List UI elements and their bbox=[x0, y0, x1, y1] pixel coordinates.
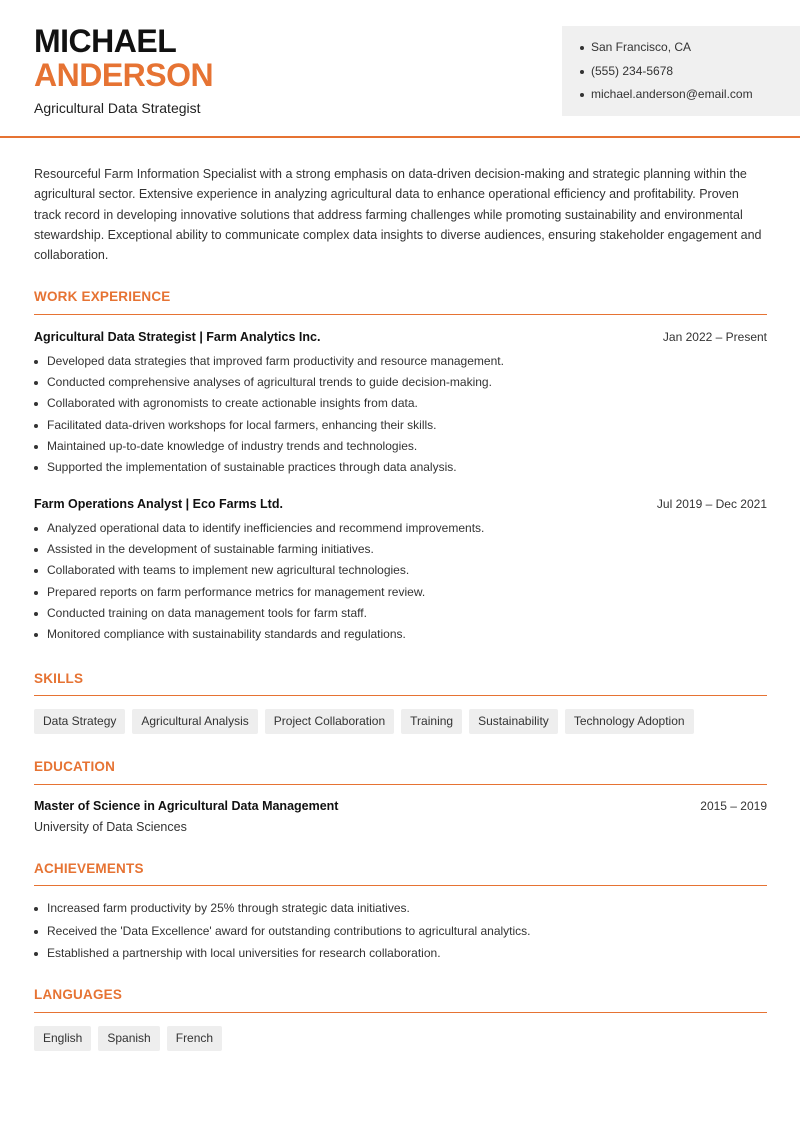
list-item: Prepared reports on farm performance metrics for management review. bbox=[34, 585, 767, 606]
list-item: Maintained up-to-date knowledge of industry trends and technologies. bbox=[34, 439, 767, 460]
education-years: 2015 – 2019 bbox=[700, 799, 767, 813]
list-item: Established a partnership with local universities for research collaboration. bbox=[34, 946, 767, 969]
job-entry bbox=[34, 497, 767, 648]
bullet-icon bbox=[34, 952, 38, 956]
skill-tag: Technology Adoption bbox=[565, 709, 694, 734]
work-experience-heading: WORK EXPERIENCE bbox=[34, 289, 171, 304]
skills-heading: SKILLS bbox=[34, 671, 84, 686]
section-divider bbox=[34, 885, 767, 886]
job-title: Agricultural Data Strategist bbox=[34, 100, 201, 116]
list-item: Developed data strategies that improved farm productivity and resource management. bbox=[34, 354, 767, 375]
education-entry bbox=[34, 799, 767, 813]
list-item: Increased farm productivity by 25% through strategic data initiatives. bbox=[34, 901, 767, 924]
bullet-icon bbox=[34, 930, 38, 934]
location-text: San Francisco, CA bbox=[591, 40, 692, 54]
bullet-icon bbox=[34, 907, 38, 911]
bullet-icon bbox=[34, 612, 38, 616]
bullet-icon bbox=[34, 466, 38, 470]
job-dates: Jul 2019 – Dec 2021 bbox=[656, 497, 767, 511]
languages-list bbox=[34, 1026, 222, 1051]
list-item: Facilitated data-driven workshops for local farmers, enhancing their skills. bbox=[34, 418, 767, 439]
bullet-icon bbox=[580, 70, 584, 74]
bullet-icon bbox=[34, 591, 38, 595]
list-item: Supported the implementation of sustainable practices through data analysis. bbox=[34, 460, 767, 481]
skill-tag: Training bbox=[401, 709, 462, 734]
job-dates: Jan 2022 – Present bbox=[662, 330, 767, 344]
section-divider bbox=[34, 1012, 767, 1013]
bullet-icon bbox=[34, 633, 38, 637]
bullet-icon bbox=[34, 402, 38, 406]
section-divider bbox=[34, 314, 767, 315]
job-entry bbox=[34, 330, 767, 481]
list-item: Analyzed operational data to identify inefficiencies and recommend improvements. bbox=[34, 521, 767, 542]
bullet-icon bbox=[34, 424, 38, 428]
degree: Master of Science in Agricultural Data Management bbox=[34, 799, 339, 813]
first-name: MICHAEL bbox=[34, 23, 177, 59]
skill-tag: Agricultural Analysis bbox=[132, 709, 257, 734]
phone-text: (555) 234-5678 bbox=[591, 63, 674, 78]
job-bullets bbox=[34, 354, 767, 481]
email-text: michael.anderson@email.com bbox=[591, 87, 753, 101]
bullet-icon bbox=[34, 360, 38, 364]
languages-heading: LANGUAGES bbox=[34, 987, 123, 1002]
bullet-icon bbox=[34, 381, 38, 385]
contact-email bbox=[580, 87, 800, 111]
list-item: Conducted comprehensive analyses of agricultural trends to guide decision-making. bbox=[34, 375, 767, 396]
skill-tag: Data Strategy bbox=[34, 709, 125, 734]
contact-location bbox=[580, 40, 800, 64]
list-item: Monitored compliance with sustainability standards and regulations. bbox=[34, 627, 767, 648]
list-item: Collaborated with teams to implement new agricultural technologies. bbox=[34, 563, 767, 584]
summary: Resourceful Farm Information Specialist with a strong emphasis on data-driven decision-making and strategic planning within the agricultural sector. Extensive experience in analyzing agricultural data to enhance operational efficiency and profitability. Proven track record in developing innovative solutions that address farming challenges while promoting sustainability and environmental stewardship. Exceptional ability to communicate complex data insights to diverse audiences, ensuring stakeholder engagement and collaboration. bbox=[34, 167, 762, 263]
list-item: Conducted training on data management tools for farm staff. bbox=[34, 606, 767, 627]
language-tag: English bbox=[34, 1026, 91, 1051]
job-bullets bbox=[34, 521, 767, 648]
job-role: Agricultural Data Strategist | Farm Analytics Inc. bbox=[34, 330, 321, 344]
skill-tag: Sustainability bbox=[469, 709, 558, 734]
bullet-icon bbox=[580, 46, 584, 50]
bullet-icon bbox=[580, 93, 584, 97]
job-role: Farm Operations Analyst | Eco Farms Ltd. bbox=[34, 497, 283, 511]
bullet-icon bbox=[34, 569, 38, 573]
education-heading: EDUCATION bbox=[34, 759, 116, 774]
school: University of Data Sciences bbox=[34, 820, 187, 834]
contact-phone bbox=[580, 64, 800, 88]
resume-header bbox=[0, 0, 800, 138]
language-tag: French bbox=[167, 1026, 222, 1051]
contact-box bbox=[562, 26, 800, 116]
list-item: Received the 'Data Excellence' award for outstanding contributions to agricultural analytics. bbox=[34, 924, 767, 947]
skills-list bbox=[34, 709, 694, 734]
list-item: Collaborated with agronomists to create actionable insights from data. bbox=[34, 396, 767, 417]
bullet-icon bbox=[34, 445, 38, 449]
section-divider bbox=[34, 784, 767, 785]
bullet-icon bbox=[34, 548, 38, 552]
bullet-icon bbox=[34, 527, 38, 531]
list-item: Assisted in the development of sustainable farming initiatives. bbox=[34, 542, 767, 563]
last-name: ANDERSON bbox=[34, 57, 214, 93]
skill-tag: Project Collaboration bbox=[265, 709, 394, 734]
section-divider bbox=[34, 695, 767, 696]
language-tag: Spanish bbox=[98, 1026, 159, 1051]
achievements-heading: ACHIEVEMENTS bbox=[34, 861, 144, 876]
achievements-list bbox=[34, 901, 767, 969]
